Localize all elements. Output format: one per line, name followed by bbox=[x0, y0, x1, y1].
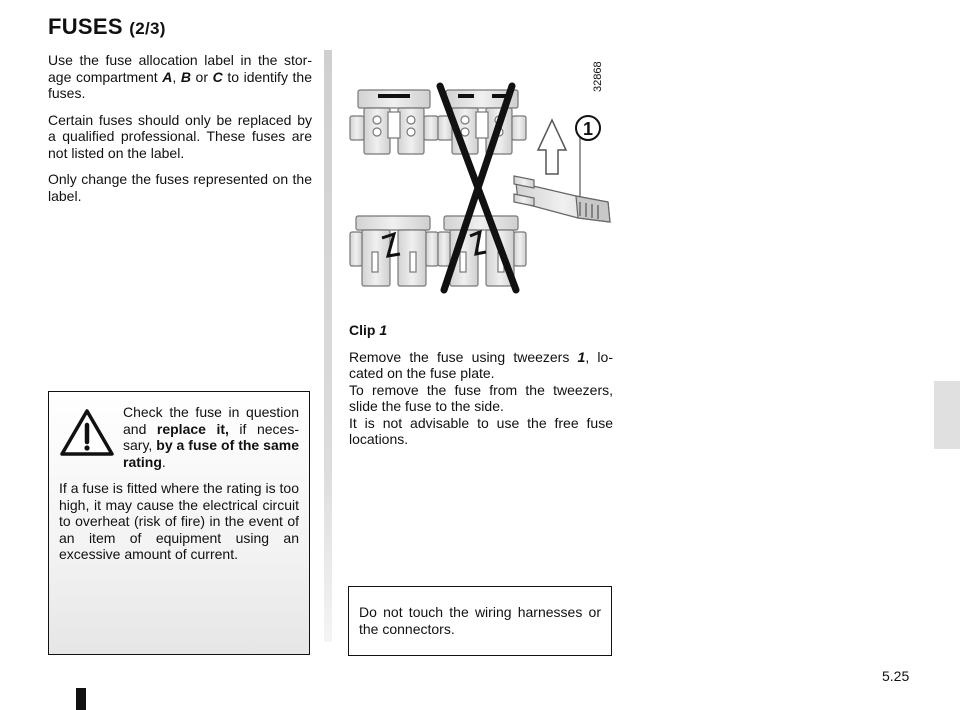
tweezers-illustration bbox=[514, 176, 610, 222]
intro-text bbox=[48, 52, 312, 214]
corner-mark bbox=[76, 688, 86, 710]
fuse-blown-1 bbox=[350, 90, 438, 154]
text: Check the fuse in question and bbox=[123, 404, 299, 437]
fuse-removal-illustration bbox=[348, 56, 618, 296]
intro-paragraph-3: Only change the fuses represented on the label. bbox=[48, 171, 312, 204]
warning-text-1 bbox=[123, 404, 299, 470]
note-box: Do not touch the wiring harnesses or the connectors. bbox=[348, 586, 612, 656]
text: if neces-sary, bbox=[123, 420, 299, 453]
clip-text-2: To remove the fuse from the tweezers, slide the fuse to the side. bbox=[349, 381, 613, 414]
text: 1 bbox=[379, 322, 388, 338]
compartment-c: C bbox=[212, 68, 223, 85]
title-part: (2/3) bbox=[129, 19, 166, 38]
column-divider bbox=[324, 50, 332, 642]
text: 1 bbox=[577, 348, 586, 365]
fuse-intact-1 bbox=[350, 216, 438, 286]
text: or bbox=[190, 68, 213, 85]
clip-text-3: It is not advisable to use the free fuse locations. bbox=[349, 414, 613, 447]
warning-text-2: If a fuse is fitted where the rating is too high, it may cause the electrical circuit to overheat (risk of fire) in the event of an item of equipment using an excessive amount of current. bbox=[59, 480, 299, 562]
page-title bbox=[48, 14, 166, 40]
page-number: 5.25 bbox=[882, 668, 910, 684]
text: . bbox=[161, 453, 166, 470]
clip-heading bbox=[349, 322, 613, 339]
text: to identify the fuses. bbox=[48, 68, 312, 101]
text: Clip bbox=[349, 322, 380, 338]
up-arrow-icon bbox=[538, 120, 566, 174]
clip-instructions bbox=[349, 322, 613, 448]
intro-paragraph-1 bbox=[48, 52, 312, 102]
figure-code: 32868 bbox=[592, 61, 604, 92]
text: Remove the fuse using tweezers bbox=[349, 348, 578, 365]
text: , lo-cated on the fuse plate. bbox=[349, 348, 613, 381]
compartment-b: B bbox=[180, 68, 191, 85]
warning-triangle-icon bbox=[59, 408, 115, 458]
compartment-a: A bbox=[162, 68, 173, 85]
text: Use the fuse allocation label in the stor-age compartment bbox=[48, 52, 312, 85]
text: by a fuse of the same rating bbox=[123, 437, 299, 470]
intro-paragraph-2: Certain fuses should only be replaced by a qualified professional. These fuses are not listed on the label. bbox=[48, 111, 312, 161]
chapter-tab bbox=[934, 381, 960, 449]
title-text: FUSES bbox=[48, 14, 123, 39]
warning-box bbox=[48, 391, 310, 655]
clip-text-1 bbox=[349, 349, 613, 382]
text: , bbox=[172, 68, 181, 85]
callout-number: 1 bbox=[582, 119, 594, 139]
text: replace it, bbox=[156, 420, 229, 437]
